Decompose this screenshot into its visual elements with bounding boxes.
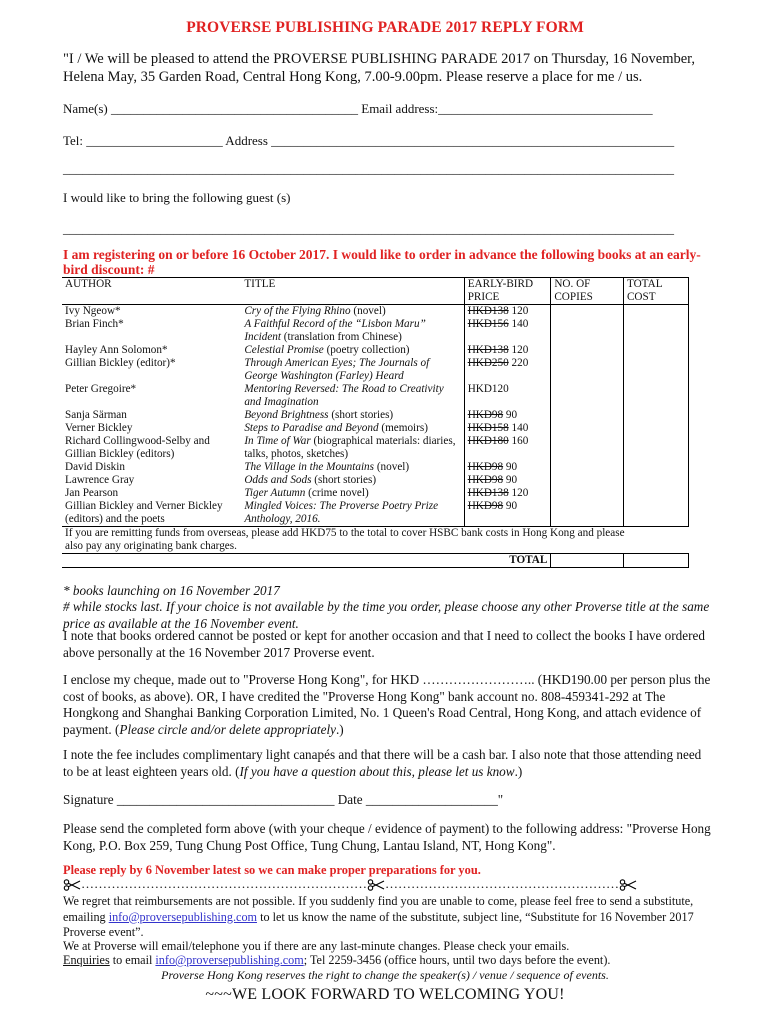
book-title-note: (short stories) [328,409,394,421]
total-cost-cell[interactable] [623,500,688,527]
total-cost-cell[interactable] [623,474,688,487]
title-cell [241,318,464,344]
tel-address-line[interactable]: Tel: _____________________ Address ______________________________________________________________ [63,133,675,148]
author-cell: David Diskin [65,461,125,473]
price-cell [464,487,551,500]
book-title: Mingled Voices: The Proverse Poetry Prize Anthology, 2016. [244,500,439,525]
early-bird-price: 120 [508,344,529,356]
total-label: TOTAL [62,554,551,568]
title-cell [241,474,464,487]
early-bird-price: 120 [508,305,529,317]
copies-cell[interactable] [551,383,624,409]
book-title-note: (biographical materials: diaries, talks, photos, sketches) [244,435,456,460]
payment-end: .) [335,721,344,737]
total-copies-cell[interactable] [551,554,624,568]
header-price: EARLY-BIRD PRICE [464,278,551,305]
name-email-line[interactable]: Name(s) ______________________________________ Email address:_________________________________ [63,101,653,116]
email-link[interactable]: info@proversepublishing.com [108,909,258,924]
table-row [62,500,689,527]
scissors-icon [63,879,81,891]
early-bird-price: 90 [503,461,518,473]
price-cell [464,318,551,344]
old-price: HKD138 [467,487,509,499]
total-cost-cell[interactable] [623,409,688,422]
total-cost-cell[interactable] [623,435,688,461]
copies-cell[interactable] [551,344,624,357]
early-bird-price: 90 [503,500,518,512]
total-cost-cell[interactable] [623,487,688,500]
header-author: AUTHOR [62,278,241,305]
reimbursement-note [63,894,713,941]
table-row [62,422,689,435]
old-price: HKD138 [467,344,509,356]
price-cell [464,305,551,319]
table-row [62,383,689,409]
old-price: HKD156 [467,318,509,330]
book-rows [62,305,689,527]
old-price: HKD138 [467,305,509,317]
book-title-note: (memoirs) [378,422,428,434]
address-continuation-line[interactable]: ______________________________________________________________________________________________ [63,161,674,176]
author-cell: Peter Gregoire* [65,383,137,395]
price-cell [464,422,551,435]
remit-row [62,527,689,554]
table-row [62,461,689,474]
price-cell [464,344,551,357]
book-title-note: (poetry collection) [323,344,410,356]
payment-italic: Please circle and/or delete appropriately [119,721,336,737]
table-row [62,474,689,487]
early-bird-price: 90 [503,474,518,486]
fee-paragraph [63,747,713,780]
book-title: Celestial Promise [244,344,324,356]
table-row [62,318,689,344]
early-bird-price: 160 [508,435,529,447]
changes-note: We at Proverse will email/telephone you if there are any last-minute changes. Please check your emails. [63,939,570,953]
cut-dots-left: ………………………………………………………… [81,876,367,891]
price-cell [464,474,551,487]
reserve-right-note: Proverse Hong Kong reserves the right to change the speaker(s) / venue / sequence of events. [161,968,609,982]
cut-line [63,876,683,892]
guest-label: I would like to bring the following guest (s) [63,190,291,205]
intro-text: "I / We will be pleased to attend the PROVERSE PUBLISHING PARADE 2017 on Thursday, 16 November, Helena May, 35 Garden Road, Central Hong Kong, 7.00-9.00pm. Please reserve a place for me / us. [63,51,696,85]
book-title: Tiger Autumn [244,487,306,499]
header-title: TITLE [241,278,464,305]
header-total: TOTAL COST [623,278,688,305]
book-title-note: (translation from Chinese) [280,331,402,343]
signature-line[interactable]: Signature _________________________________ Date ____________________" [63,792,504,807]
table-row [62,487,689,500]
copies-cell[interactable] [551,435,624,461]
book-title: Odds and Sods [244,474,312,486]
table-row [62,357,689,383]
stocks-note: # while stocks last. If your choice is not available by the time you order, please choose any other Proverse title at the same price as available at the 16 November event. [63,599,710,631]
early-bird-price: 140 [508,422,529,434]
reimburse-text-a: We regret that reimbursements are not possible. If you suddenly find you are unable to come, please feel free to send a substitute, emailing [63,894,694,924]
payment-text: I enclose my cheque, made out to "Proverse Hong Kong", for HKD …………………….. (HKD190.00 per person plus the cost of books, as above). OR, I have credited the "Proverse Hong Kong" bank account no. 808-459341-292 at The Hongkong and Shanghai Banking Corporation Limited, No. 1 Queen's Road Central, Hong Kong, and attach evidence of payment. ( [63,672,711,737]
early-bird-price: 120 [508,487,529,499]
old-price: HKD98 [467,474,504,486]
copies-cell[interactable] [551,357,624,383]
table-header-row [62,278,689,305]
copies-cell[interactable] [551,461,624,474]
enquiries-email-link[interactable]: info@proversepublishing.com [155,953,304,967]
author-cell: Hayley Ann Solomon* [65,344,168,356]
total-cost-cell[interactable] [623,305,688,319]
book-order-table [62,277,689,568]
author-cell: Sanja Särman [65,409,127,421]
author-cell: Gillian Bickley and Verner Bickley (editors) and the poets [65,500,223,525]
author-cell: Lawrence Gray [65,474,135,486]
title-cell [241,435,464,461]
book-title: A Faithful Record of the “Lisbon Maru” Incident [244,318,426,343]
price-cell [464,435,551,461]
copies-cell[interactable] [551,487,624,500]
total-cost-cell[interactable] [623,318,688,344]
send-instructions: Please send the completed form above (with your cheque / evidence of payment) to the following address: "Proverse Hong Kong, P.O. Box 259, Tung Chung Post Office, Tung Chung, Lantau Island, NT, Hong Kong". [63,821,711,853]
old-price: HKD158 [467,422,509,434]
price-cell [464,461,551,474]
total-cost-cell[interactable] [623,554,688,568]
book-title: Through American Eyes; The Journals of George Washington (Farley) Heard [244,357,430,382]
copies-cell[interactable] [551,305,624,319]
price-cell [464,500,551,527]
author-cell: Richard Collingwood-Selby and Gillian Bickley (editors) [65,435,210,460]
table-row [62,305,689,319]
copies-cell[interactable] [551,318,624,344]
price-cell [464,383,551,409]
early-bird-price: 90 [503,409,518,421]
author-cell: Jan Pearson [65,487,119,499]
book-title-note: (short stories) [311,474,377,486]
closing-line: ~~~WE LOOK FORWARD TO WELCOMING YOU! [205,986,565,1003]
early-bird-heading: I am registering on or before 16 October 2017. I would like to order in advance the following books at an early-bird discount: # [63,247,701,277]
enquiries-label: Enquiries [63,953,110,967]
guest-line[interactable]: ______________________________________________________________________________________________ [63,221,674,236]
reply-by-note: Please reply by 6 November latest so we can make proper preparations for you. [63,863,481,877]
collect-note: I note that books ordered cannot be posted or kept for another occasion and that I need to collect the books I have ordered above personally at the 16 November 2017 Proverse event. [63,628,705,660]
table-row [62,409,689,422]
payment-paragraph [63,672,713,738]
table-row [62,344,689,357]
title-cell [241,500,464,527]
total-cost-cell[interactable] [623,383,688,409]
copies-cell[interactable] [551,500,624,527]
old-price: HKD98 [467,409,504,421]
table-row [62,435,689,461]
form-title: PROVERSE PUBLISHING PARADE 2017 REPLY FORM [186,19,584,36]
launching-note: * books launching on 16 November 2017 [63,583,280,598]
author-cell: Brian Finch* [65,318,124,330]
early-bird-price: 140 [508,318,529,330]
to-email-text: to email [109,953,156,967]
title-cell [241,305,464,319]
cut-dots-right: ……………………………………………… [385,876,619,891]
fee-end: .) [514,763,523,779]
total-cost-cell[interactable] [623,357,688,383]
book-title-note: (novel) [374,461,410,473]
scissors-icon [367,879,385,891]
fee-italic: If you have a question about this, please let us know [239,763,515,779]
title-cell [241,422,464,435]
author-cell: Gillian Bickley (editor)* [65,357,176,369]
title-cell [241,357,464,383]
price-cell [464,357,551,383]
copies-cell[interactable] [551,422,624,435]
price-cell [464,409,551,422]
total-cost-cell[interactable] [623,344,688,357]
author-cell: Verner Bickley [65,422,133,434]
book-title-note: (novel) [350,305,386,317]
total-cost-cell[interactable] [623,461,688,474]
title-cell [241,409,464,422]
title-cell [241,383,464,409]
fee-text: I note the fee includes complimentary light canapés and that there will be a cash bar. I also note that those attending need to be at least eighteen years old. ( [63,747,702,779]
book-title: Mentoring Reversed: The Road to Creativity and Imagination [244,383,444,408]
remit-note: If you are remitting funds from overseas, please add HKD75 to the total to cover HSBC bank costs in Hong Kong and please also pay any originating bank charges. [62,527,689,554]
total-cost-cell[interactable] [623,422,688,435]
title-cell [241,344,464,357]
author-cell: Ivy Ngeow* [62,305,241,319]
old-price: HKD250 [467,357,509,369]
book-title-note: (crime novel) [305,487,369,499]
copies-cell[interactable] [551,474,624,487]
early-bird-price: 220 [508,357,529,369]
book-title: In Time of War [244,435,311,447]
old-price: HKD180 [467,435,509,447]
book-title: The Village in the Mountains [244,461,375,473]
early-bird-price: HKD120 [467,383,509,395]
total-row [62,554,689,568]
scissors-icon [619,879,637,891]
enquiries-line [63,953,713,969]
book-title: Cry of the Flying Rhino [244,305,351,317]
copies-cell[interactable] [551,409,624,422]
book-title: Beyond Brightness [244,409,329,421]
tel-text: ; Tel 2259-3456 (office hours, until two days before the event). [303,953,611,967]
old-price: HKD98 [467,500,504,512]
title-cell [241,487,464,500]
reimburse-text-b: to let us know the name of the substitute, subject line, “Substitute for 16 November 2017 Proverse event”. [63,909,694,939]
old-price: HKD98 [467,461,504,473]
title-cell [241,461,464,474]
header-copies: NO. OF COPIES [551,278,624,305]
book-title: Steps to Paradise and Beyond [244,422,379,434]
